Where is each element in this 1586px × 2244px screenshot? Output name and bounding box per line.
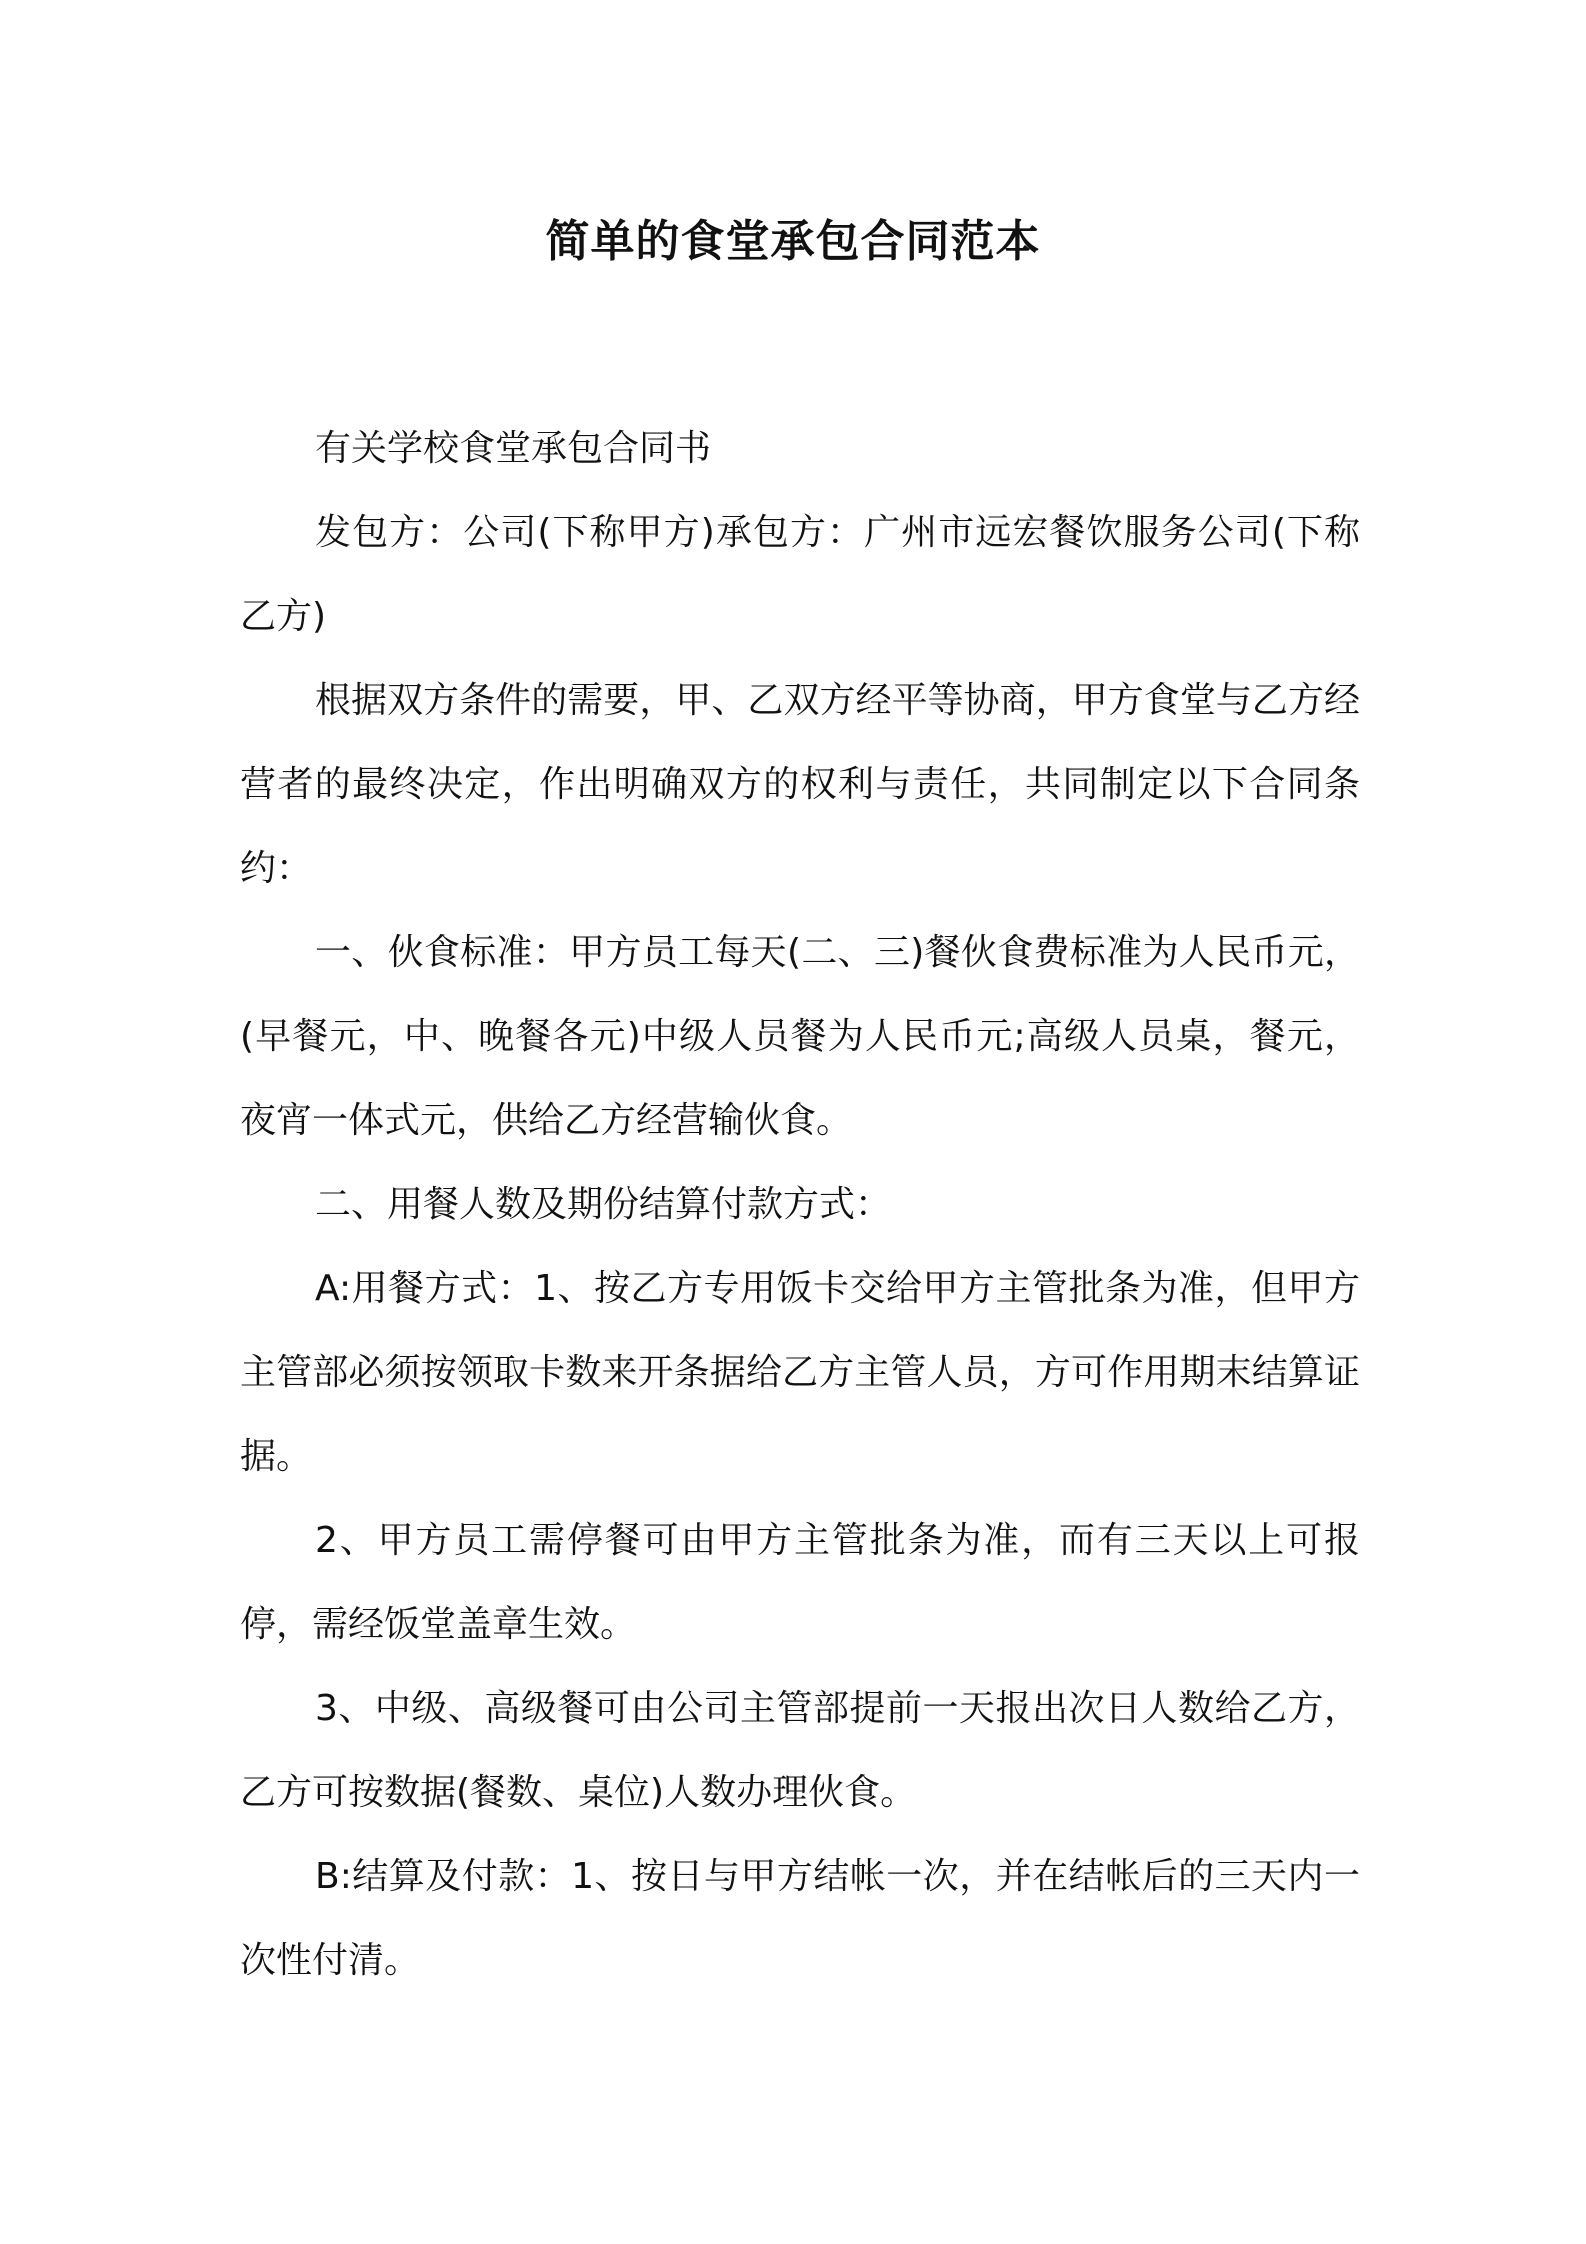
paragraph-contract-heading: 有关学校食堂承包合同书: [315, 428, 712, 469]
document-body: [240, 407, 1360, 2003]
paragraph-meal-suspension: 2、甲方员工需停餐可由甲方主管批条为准，而有三天以上可报停，需经饭堂盖章生效。: [240, 1520, 1360, 1645]
paragraph-payment: B:结算及付款：1、按日与甲方结帐一次，并在结帐后的三天内一次性付清。: [240, 1856, 1360, 1981]
paragraph-settlement-heading: 二、用餐人数及期份结算付款方式：: [315, 1184, 892, 1225]
paragraph-preamble: 根据双方条件的需要，甲、乙双方经平等协商，甲方食堂与乙方经营者的最终决定，作出明确双方的权利与责任，共同制定以下合同条约：: [240, 680, 1360, 889]
paragraph-parties: 发包方：公司(下称甲方)承包方：广州市远宏餐饮服务公司(下称乙方): [240, 512, 1360, 637]
document-title: 简单的食堂承包合同范本: [545, 216, 1041, 267]
paragraph-dining-method: A:用餐方式：1、按乙方专用饭卡交给甲方主管批条为准，但甲方主管部必须按领取卡数来开条据给乙方主管人员，方可作用期末结算证据。: [240, 1268, 1360, 1477]
paragraph-senior-meals: 3、中级、高级餐可由公司主管部提前一天报出次日人数给乙方，乙方可按数据(餐数、桌位)人数办理伙食。: [240, 1688, 1360, 1813]
paragraph-meal-standard: 一、伙食标准：甲方员工每天(二、三)餐伙食费标准为人民币元，(早餐元，中、晚餐各元)中级人员餐为人民币元;高级人员桌，餐元，夜宵一体式元，供给乙方经营输伙食。: [240, 932, 1360, 1141]
